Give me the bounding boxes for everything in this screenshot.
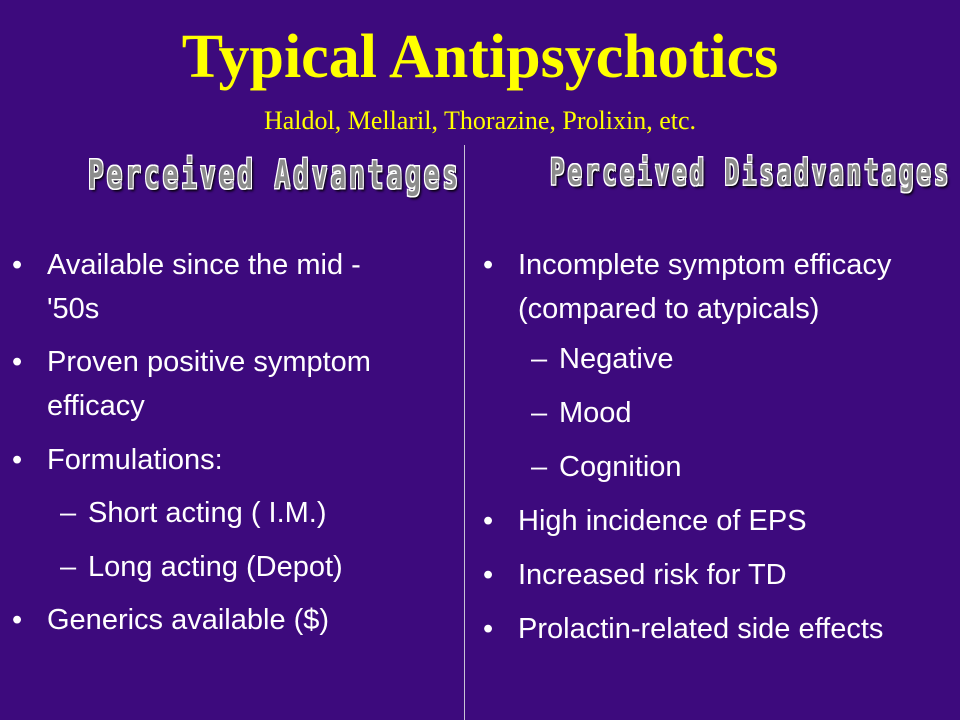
- list-item-text: (compared to atypicals): [518, 293, 820, 325]
- dash: –: [531, 343, 548, 375]
- sub-list-item-text: Mood: [559, 397, 632, 429]
- list-item-text: Proven positive symptom: [47, 346, 371, 378]
- list-item-text: Formulations:: [47, 444, 223, 476]
- list-item-text: Available since the mid -: [47, 249, 361, 281]
- list-item-text: Prolactin-related side effects: [518, 613, 884, 645]
- bullet: •: [12, 346, 23, 378]
- sub-list-item-text: Negative: [559, 343, 674, 375]
- dash: –: [531, 397, 548, 429]
- list-item-text: Increased risk for TD: [518, 559, 787, 591]
- disadvantages-header: Perceived Disadvantages: [550, 151, 952, 194]
- list-item-text: High incidence of EPS: [518, 505, 807, 537]
- list-item-text: efficacy: [47, 390, 145, 422]
- bullet: •: [12, 444, 23, 476]
- sub-list-item-text: Long acting (Depot): [88, 551, 343, 583]
- list-item-text: Incomplete symptom efficacy: [518, 249, 892, 281]
- sub-list-item-text: Short acting ( I.M.): [88, 497, 327, 529]
- bullet: •: [483, 249, 494, 281]
- dash: –: [531, 451, 548, 483]
- bullet: •: [12, 604, 23, 636]
- dash: –: [60, 497, 77, 529]
- bullet: •: [12, 249, 23, 281]
- advantages-header: Perceived Advantages: [88, 153, 462, 199]
- sub-list-item-text: Cognition: [559, 451, 682, 483]
- list-item-text: '50s: [47, 293, 100, 325]
- slide-title: Typical Antipsychotics: [181, 23, 779, 91]
- list-item-text: Generics available ($): [47, 604, 330, 636]
- slide-subtitle: Haldol, Mellaril, Thorazine, Prolixin, etc.: [263, 106, 697, 135]
- bullet: •: [483, 613, 494, 645]
- bullet: •: [483, 505, 494, 537]
- dash: –: [60, 551, 77, 583]
- column-divider: [464, 145, 465, 720]
- bullet: •: [483, 559, 494, 591]
